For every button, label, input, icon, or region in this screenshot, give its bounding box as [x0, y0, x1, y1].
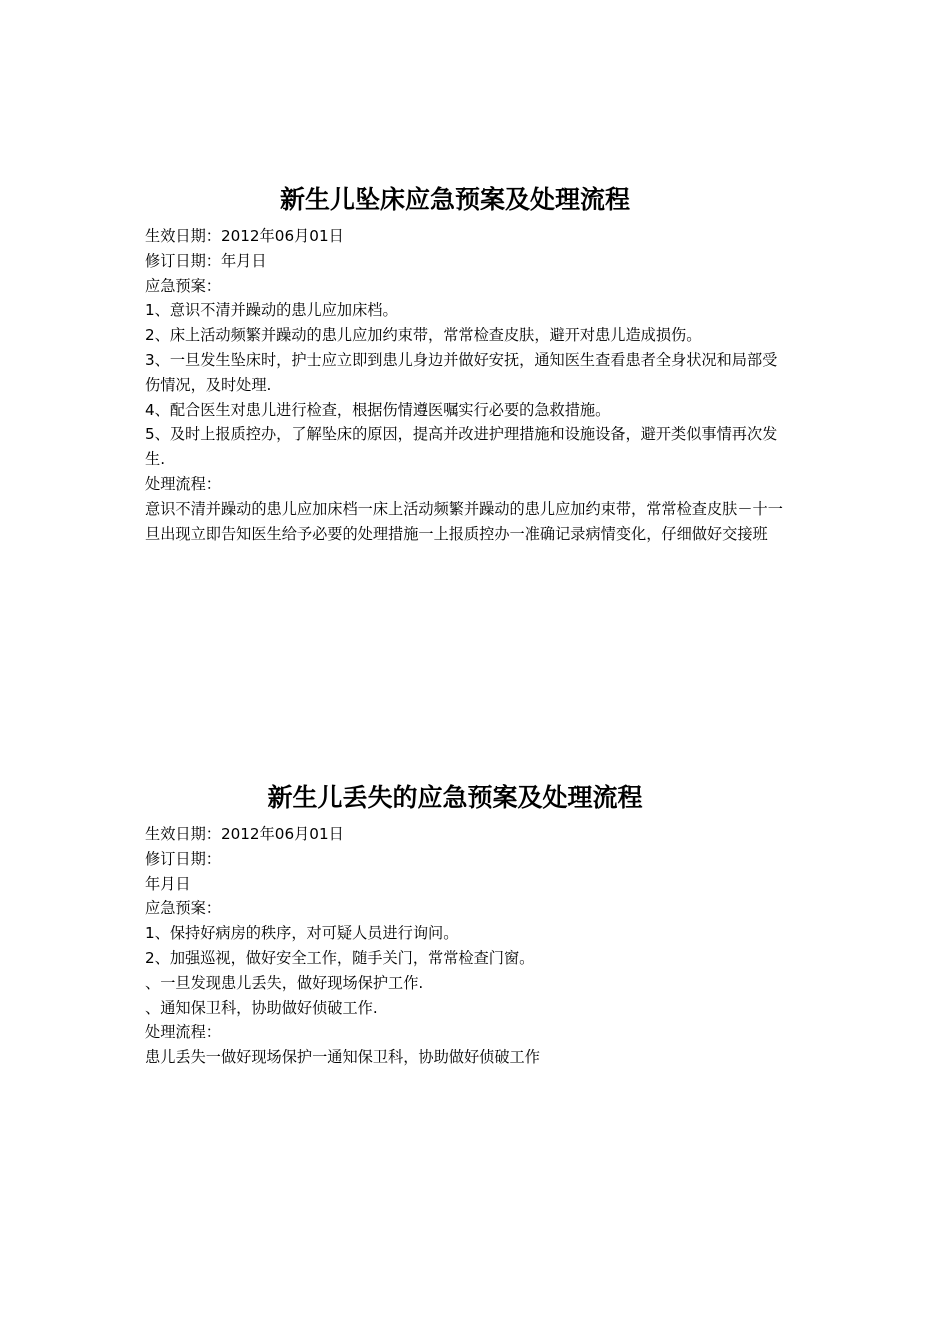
- emergency-plan-heading: 应急预案：: [145, 276, 221, 295]
- section-newborn-fall: [145, 178, 785, 546]
- plan-item-4: 、通知保卫科，协助做好侦破工作.: [145, 998, 378, 1017]
- revision-date: 修订日期：年月日: [145, 251, 267, 270]
- plan-item-4: 4、配合医生对患儿进行检查，根据伤情遵医嘱实行必要的急救措施。: [145, 400, 611, 419]
- process-text: 意识不清并躁动的患儿应加床档一床上活动频繁并躁动的患儿应加约束带，常常检查皮肤－十一旦出现立即告知医生给予必要的处理措施一上报质控办一准确记录病情变化，仔细做好交接班: [145, 499, 783, 543]
- revision-date-value: 年月日: [145, 874, 191, 893]
- revision-date: 修订日期：: [145, 849, 221, 868]
- plan-item-3: 3、一旦发生坠床时，护士应立即到患儿身边并做好安抚，通知医生查看患者全身状况和局部受伤情况，及时处理.: [145, 350, 778, 394]
- plan-item-2: 2、加强巡视，做好安全工作，随手关门，常常检查门窗。: [145, 948, 535, 967]
- section-title: 新生儿坠床应急预案及处理流程: [279, 185, 630, 214]
- effective-date: 生效日期：2012年06月01日: [145, 825, 344, 843]
- plan-item-2: 2、床上活动频繁并躁动的患儿应加约束带，常常检查皮肤，避开对患儿造成损伤。: [145, 326, 702, 345]
- section-newborn-missing: [145, 776, 785, 1070]
- process-heading: 处理流程：: [145, 474, 221, 493]
- plan-item-1: 1、意识不清并躁动的患儿应加床档。: [145, 301, 398, 320]
- process-heading: 处理流程：: [145, 1023, 221, 1042]
- plan-item-1: 1、保持好病房的秩序，对可疑人员进行询问。: [145, 924, 459, 943]
- section-title: 新生儿丢失的应急预案及处理流程: [267, 783, 643, 812]
- emergency-plan-heading: 应急预案：: [145, 899, 221, 918]
- effective-date: 生效日期：2012年06月01日: [145, 227, 344, 245]
- process-text: 患儿丢失一做好现场保护一通知保卫科，协助做好侦破工作: [145, 1048, 540, 1067]
- plan-item-5: 5、及时上报质控办，了解坠床的原因，提高并改进护理措施和设施设备，避开类似事情再次发生.: [145, 425, 778, 469]
- plan-item-3: 、一旦发现患儿丢失，做好现场保护工作.: [145, 973, 424, 992]
